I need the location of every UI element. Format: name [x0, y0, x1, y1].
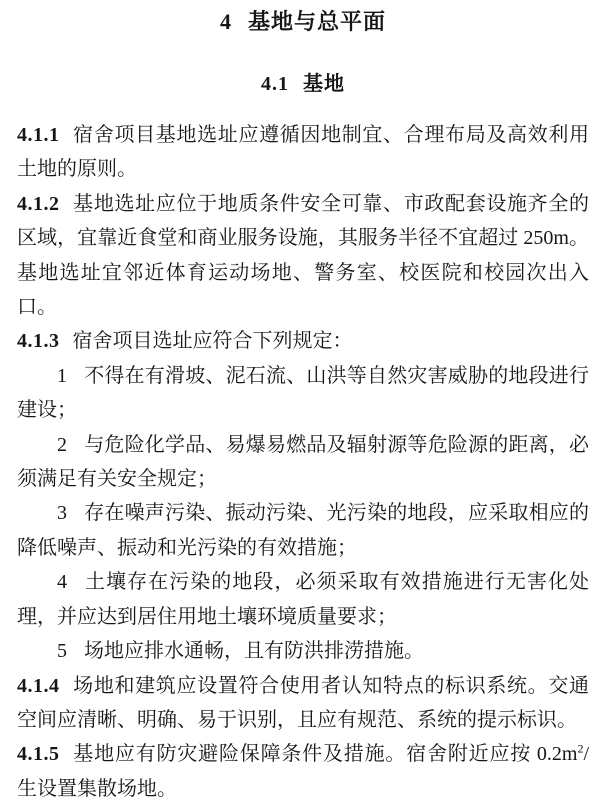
item-text: 场地应排水通畅，且有防洪排涝措施。 [84, 640, 424, 663]
list-item-3 [17, 496, 589, 565]
clause-number: 4.1.5 [17, 743, 60, 766]
clause-text: 场地和建筑应设置符合使用者认知特点的标识系统。交通空间应清晰、明确、易于识别，且应有规范、系统的提示标识。 [17, 674, 589, 731]
list-item-4 [17, 565, 589, 634]
item-text: 存在噪声污染、振动污染、光污染的地段，应采取相应的降低噪声、振动和光污染的有效措施； [17, 502, 589, 559]
item-number: 1 [57, 364, 67, 387]
chapter-number: 4 [219, 9, 232, 34]
chapter-title: 基地与总平面 [247, 9, 386, 34]
clause-number: 4.1.2 [17, 192, 60, 215]
section-number: 4.1 [261, 73, 289, 95]
document-body [17, 118, 589, 806]
clause-text: 基地选址应位于地质条件安全可靠、市政配套设施齐全的区域，宜靠近食堂和商业服务设施，其服务半径不宜超过 250m。基地选址宜邻近体育运动场地、警务室、校医院和校园次出入口。 [17, 192, 589, 319]
list-item-2 [17, 428, 589, 497]
clause-text: 宿舍项目选址应符合下列规定： [72, 330, 353, 353]
clause-text: 宿舍项目基地选址应遵循因地制宜、合理布局及高效利用土地的原则。 [17, 124, 589, 181]
clause-text: 基地应有防灾避险保障条件及措施。宿舍附近应按 0.2m [72, 743, 578, 766]
clause-4-1-5 [17, 737, 589, 806]
clause-number: 4.1.3 [17, 330, 60, 353]
item-number: 2 [57, 433, 67, 456]
list-item-5 [17, 634, 589, 668]
chapter-heading [17, 6, 589, 38]
item-text: 不得在有滑坡、泥石流、山洪等自然灾害威胁的地段进行建设； [17, 364, 589, 422]
clause-text: /生设置集散场地。 [17, 743, 589, 800]
clause-4-1-1 [17, 118, 589, 187]
section-heading [17, 70, 589, 98]
item-text: 土壤存在污染的地段，必须采取有效措施进行无害化处理，并应达到居住用地土壤环境质量要求； [17, 571, 589, 628]
clause-number: 4.1.1 [17, 124, 60, 146]
clause-number: 4.1.4 [17, 674, 60, 697]
item-number: 4 [57, 571, 67, 594]
item-text: 与危险化学品、易爆易燃品及辐射源等危险源的距离，必须满足有关安全规定； [17, 433, 589, 491]
list-item-1 [17, 359, 589, 428]
clause-4-1-3 [17, 324, 589, 358]
section-title: 基地 [303, 73, 345, 95]
square-meter-superscript: 2 [577, 741, 584, 756]
document-page [0, 6, 604, 800]
item-number: 3 [57, 502, 67, 525]
clause-4-1-4 [17, 669, 589, 738]
item-number: 5 [57, 640, 67, 663]
clause-4-1-2 [17, 187, 589, 325]
